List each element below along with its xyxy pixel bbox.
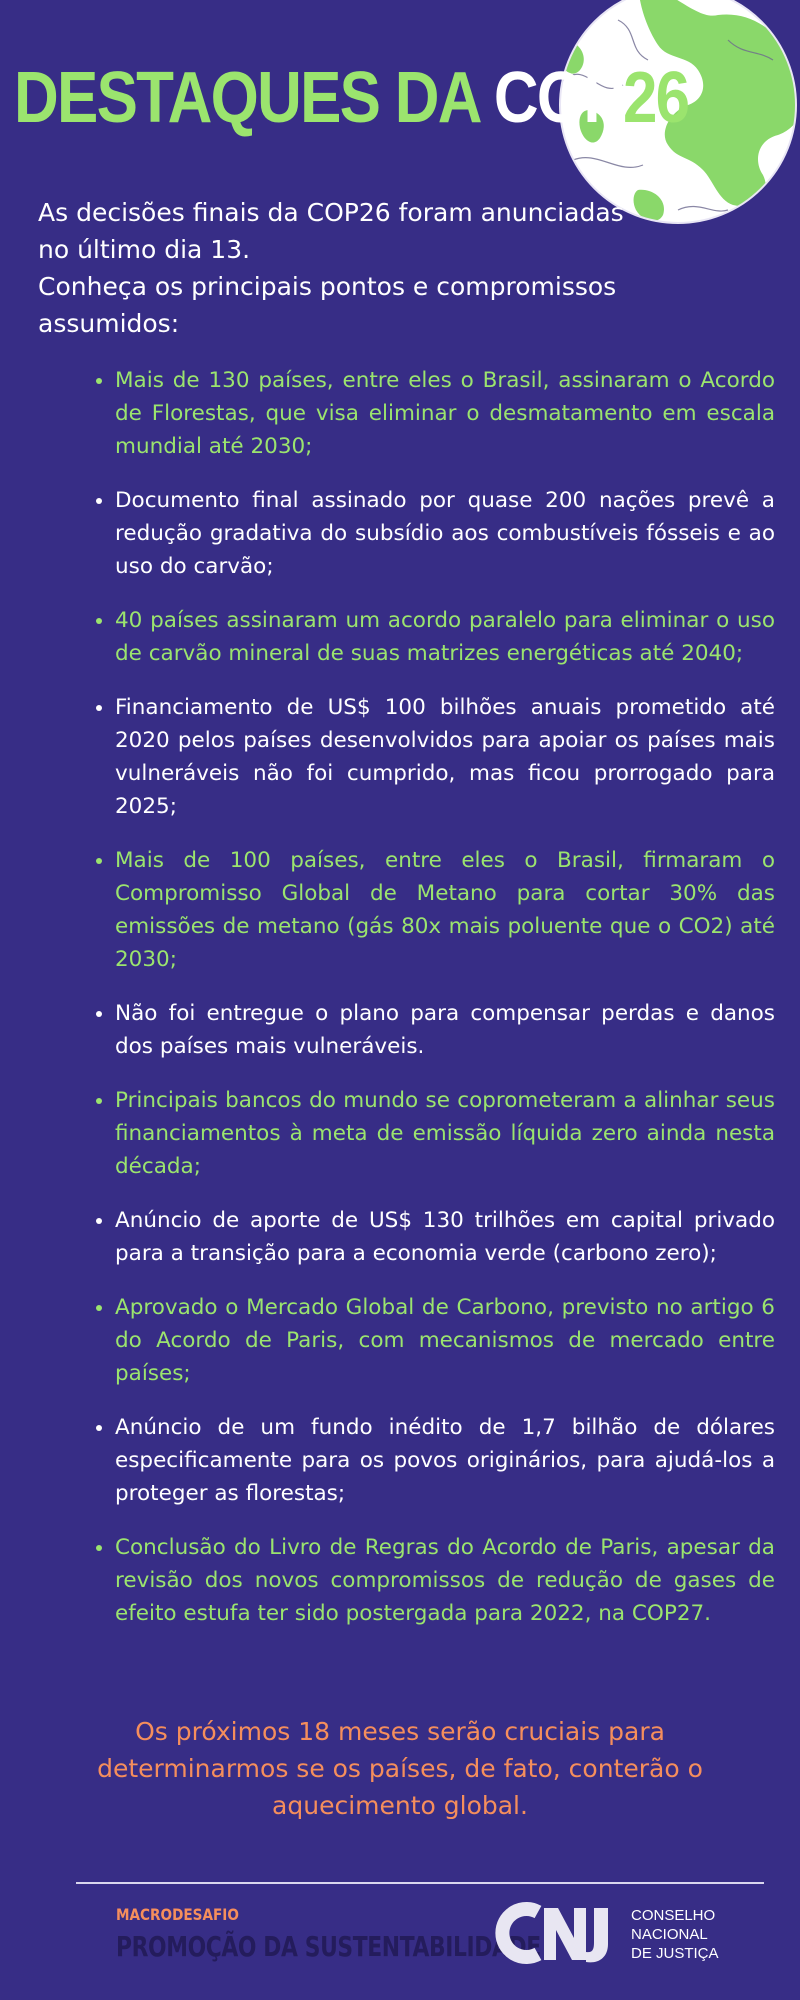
list-item: • Mais de 130 países, entre eles o Brasil, assinaram o Acordo de Florestas, que visa eliminar o desmatamento em escala mundial até 2030; bbox=[115, 364, 775, 463]
list-item: • Financiamento de US$ 100 bilhões anuais prometido até 2020 pelos países desenvolvidos para apoiar os países mais vulneráveis não foi cumprido, mas ficou prorrogado para 2025; bbox=[115, 691, 775, 823]
list-item: • Anúncio de um fundo inédito de 1,7 bilhão de dólares especificamente para os povos originários, para ajudá-los a proteger as florestas; bbox=[115, 1411, 775, 1510]
list-item: • Conclusão do Livro de Regras do Acordo de Paris, apesar da revisão dos novos compromissos de redução de gases de efeito estufa ter sido postergada para 2022, na COP27. bbox=[115, 1531, 775, 1630]
list-item: • Principais bancos do mundo se coprometeram a alinhar seus financiamentos à meta de emissão líquida zero ainda nesta década; bbox=[115, 1084, 775, 1183]
list-item: • Não foi entregue o plano para compensar perdas e danos dos países mais vulneráveis. bbox=[115, 997, 775, 1063]
footer-divider bbox=[76, 1882, 764, 1884]
footer-kicker: MACRODESAFIO bbox=[116, 1905, 239, 1924]
org-line-2: NACIONAL bbox=[631, 1926, 708, 1943]
highlights-list bbox=[85, 364, 775, 1651]
org-line-1: CONSELHO bbox=[631, 1907, 716, 1924]
list-item: • Documento final assinado por quase 200 nações prevê a redução gradativa do subsídio aos combustíveis fósseis e ao uso do carvão; bbox=[115, 484, 775, 583]
list-item: • 40 países assinaram um acordo paralelo para eliminar o uso de carvão mineral de suas matrizes energéticas até 2040; bbox=[115, 604, 775, 670]
cnj-organization-name bbox=[631, 1906, 719, 1963]
intro-text bbox=[38, 194, 758, 342]
title-part-number: 26 bbox=[622, 58, 689, 138]
list-item: • Mais de 100 países, entre eles o Brasil, firmaram o Compromisso Global de Metano para cortar 30% das emissões de metano (gás 80x mais poluente que o CO2) até 2030; bbox=[115, 844, 775, 976]
list-item: • Aprovado o Mercado Global de Carbono, previsto no artigo 6 do Acordo de Paris, com mecanismos de mercado entre países; bbox=[115, 1291, 775, 1390]
org-line-3: DE JUSTIÇA bbox=[631, 1945, 719, 1962]
title-part-cop: COP bbox=[493, 58, 623, 138]
intro-line-2: no último dia 13. bbox=[38, 235, 251, 264]
intro-line-3: Conheça os principais pontos e compromissos assumidos: bbox=[38, 272, 617, 338]
list-item: • Anúncio de aporte de US$ 130 trilhões em capital privado para a transição para a economia verde (carbono zero); bbox=[115, 1204, 775, 1270]
cnj-logo-icon bbox=[494, 1900, 624, 1966]
footer-heading: PROMOÇÃO DA SUSTENTABILIDADE bbox=[116, 1930, 541, 1963]
title-part-destaques: DESTAQUES DA bbox=[14, 58, 494, 138]
closing-statement: Os próximos 18 meses serão cruciais para determinarmos se os países, de fato, conterão o aquecimento global. bbox=[97, 1717, 703, 1820]
page-title bbox=[14, 58, 688, 138]
intro-line-1: As decisões finais da COP26 foram anunciadas bbox=[38, 198, 624, 227]
